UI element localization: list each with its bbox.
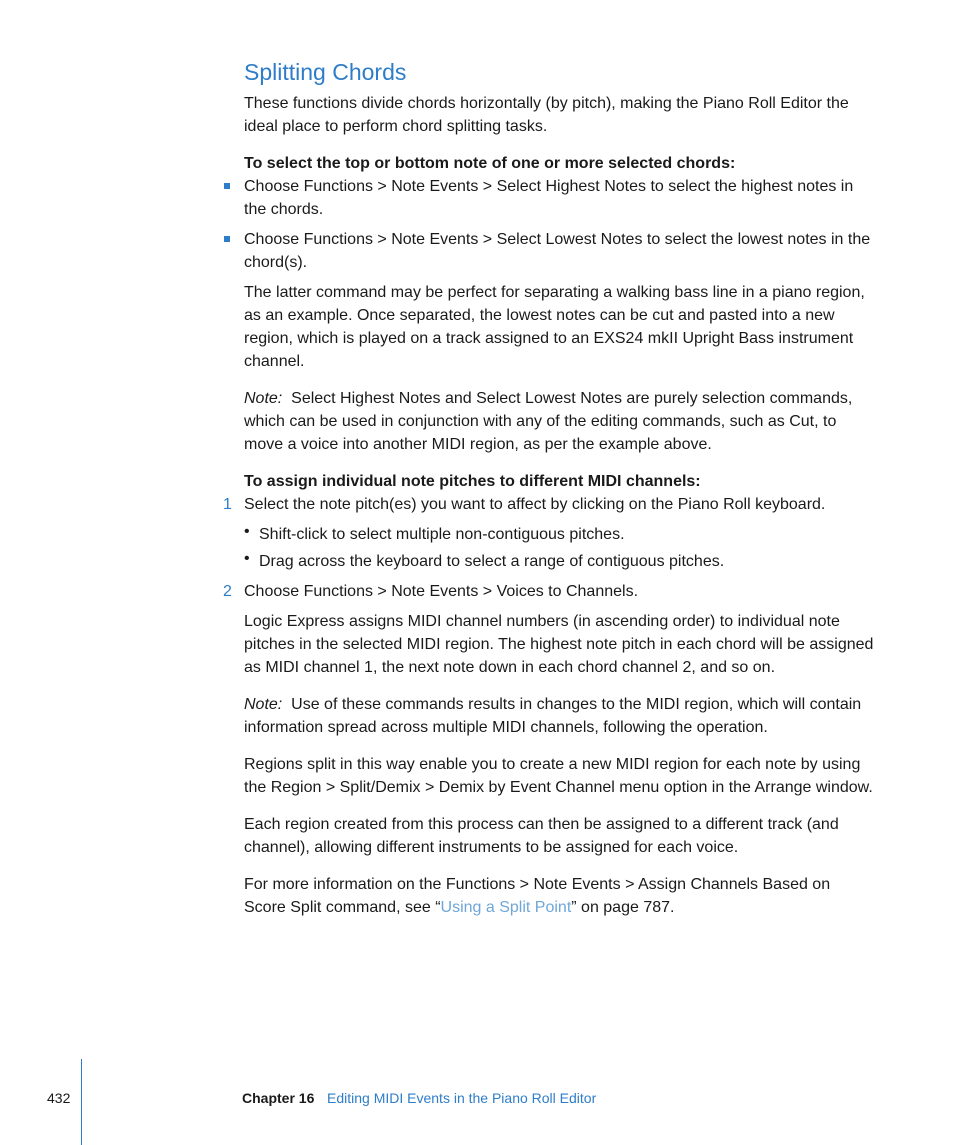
note-label: Note: bbox=[244, 696, 283, 713]
step-text: Choose Functions > Note Events > Voices to Channels. bbox=[244, 583, 639, 600]
sub-bullet-text: Shift-click to select multiple non-contiguous pitches. bbox=[259, 526, 625, 543]
bullet-text: Choose Functions > Note Events > Select Lowest Notes to select the lowest notes in the chord(s). bbox=[244, 231, 871, 271]
section-title: Splitting Chords bbox=[244, 59, 407, 85]
page-footer bbox=[0, 1089, 954, 1109]
task1-bullet-2 bbox=[244, 228, 874, 274]
regions-paragraph: Regions split in this way enable you to create a new MIDI region for each note by using the Region > Split/Demix > Demix by Event Channel menu option in the Arrange window. bbox=[244, 756, 873, 796]
note1-paragraph bbox=[244, 387, 874, 456]
task1-heading: To select the top or bottom note of one or more selected chords: bbox=[244, 155, 736, 172]
assign-paragraph: Logic Express assigns MIDI channel numbers (in ascending order) to individual note pitches in the selected MIDI region. The highest note pitch in each chord will be assigned as MIDI channel 1, the next note down in each chord channel 2, and so on. bbox=[244, 613, 874, 676]
sub-bullet-text: Drag across the keyboard to select a range of contiguous pitches. bbox=[259, 553, 725, 570]
bullet-dot-icon: • bbox=[244, 550, 250, 567]
chapter-label: Chapter 16 bbox=[242, 1090, 315, 1106]
step-1 bbox=[223, 493, 874, 516]
note-text: Use of these commands results in changes to the MIDI region, which will contain information spread across multiple MIDI channels, following the operation. bbox=[244, 696, 862, 736]
step-number: 1 bbox=[223, 496, 232, 513]
each-region-paragraph: Each region created from this process can then be assigned to a different track (and channel), allowing different instruments to be assigned for each voice. bbox=[244, 816, 839, 856]
page-number: 432 bbox=[47, 1090, 71, 1106]
bullet-dot-icon: • bbox=[244, 523, 250, 540]
note2-paragraph bbox=[244, 693, 874, 739]
bullet-square-icon bbox=[224, 183, 230, 189]
page-content bbox=[223, 58, 874, 919]
more-info-suffix: ” on page 787. bbox=[571, 899, 675, 916]
more-info-paragraph bbox=[244, 873, 874, 919]
intro-paragraph: These functions divide chords horizontally (by pitch), making the Piano Roll Editor the ideal place to perform chord splitting tasks. bbox=[244, 95, 849, 135]
sub-bullet-2 bbox=[244, 550, 874, 573]
step-text: Select the note pitch(es) you want to affect by clicking on the Piano Roll keyboard. bbox=[244, 496, 826, 513]
split-point-link[interactable]: Using a Split Point bbox=[440, 899, 572, 916]
chapter-title: Editing MIDI Events in the Piano Roll Editor bbox=[327, 1090, 597, 1106]
task1-bullet-1 bbox=[244, 175, 874, 221]
step-number: 2 bbox=[223, 583, 232, 600]
sub-bullet-1 bbox=[244, 523, 874, 546]
bullet-square-icon bbox=[224, 236, 230, 242]
task2-heading: To assign individual note pitches to different MIDI channels: bbox=[244, 473, 701, 490]
bullet-text: Choose Functions > Note Events > Select Highest Notes to select the highest notes in the chords. bbox=[244, 178, 854, 218]
latter-paragraph: The latter command may be perfect for separating a walking bass line in a piano region, as an example. Once separated, the lowest notes can be cut and pasted into a new region, which is played on a track assigned to an EXS24 mkII Upright Bass instrument channel. bbox=[244, 284, 865, 370]
more-info-prefix: For more information on the Functions > Note Events > Assign Channels Based on Score Split command, see “ bbox=[244, 876, 831, 916]
note-text: Select Highest Notes and Select Lowest Notes are purely selection commands, which can be used in conjunction with any of the editing commands, such as Cut, to move a voice into another MIDI region, as per the example above. bbox=[244, 390, 853, 453]
step-2 bbox=[223, 580, 874, 603]
note-label: Note: bbox=[244, 390, 283, 407]
